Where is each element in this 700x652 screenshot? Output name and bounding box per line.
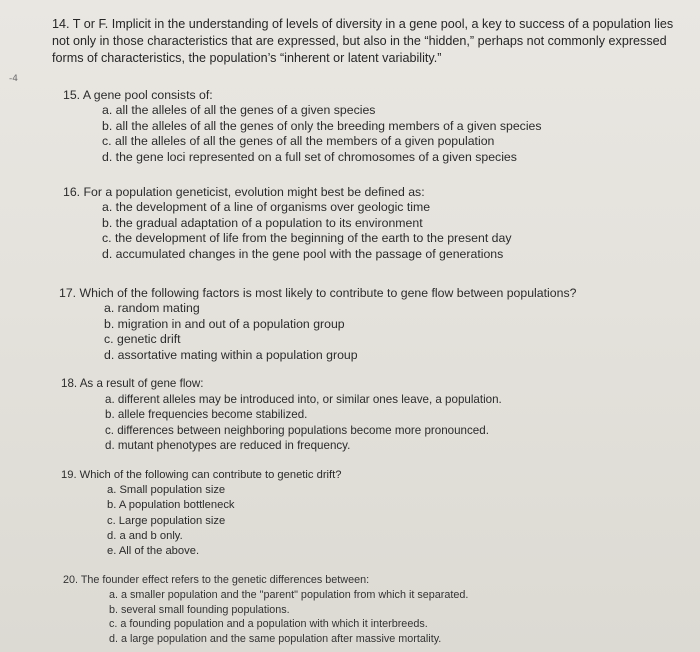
question-20 xyxy=(63,573,468,647)
question-19 xyxy=(61,468,341,559)
answer-option: a. different alleles may be introduced into, or similar ones leave, a population. xyxy=(105,392,502,406)
answer-option: c. all the alleles of all the genes of all the members of a given population xyxy=(102,134,495,149)
question-14: 14. T or F. Implicit in the understanding of levels of diversity in a gene pool, a key to success of a population lies not only in those characteristics that are expressed, but also in the “hidden,” perhaps not commonly expressed forms of characteristics, the population’s “inherent or latent variability.” xyxy=(52,17,674,65)
answer-option: a. all the alleles of all the genes of a given species xyxy=(102,103,376,118)
answer-option: a. random mating xyxy=(104,301,200,316)
answer-option: c. genetic drift xyxy=(104,332,181,347)
answer-option: d. the gene loci represented on a full set of chromosomes of a given species xyxy=(102,149,517,164)
answer-option: a. a smaller population and the "parent" population from which it separated. xyxy=(109,588,469,601)
question-18 xyxy=(61,376,502,454)
answer-option: c. the development of life from the beginning of the earth to the present day xyxy=(102,231,512,246)
answer-option: d. a large population and the same population after massive mortality. xyxy=(109,633,442,646)
answer-option: c. Large population size xyxy=(107,514,226,527)
answer-option: b. A population bottleneck xyxy=(107,499,235,512)
answer-option: d. accumulated changes in the gene pool with the passage of generations xyxy=(102,246,504,261)
answer-option: b. allele frequencies become stabilized. xyxy=(105,408,308,422)
answer-option: d. a and b only. xyxy=(107,529,183,542)
answer-option: d. mutant phenotypes are reduced in frequency. xyxy=(105,439,351,453)
answer-option: e. All of the above. xyxy=(107,545,200,558)
question-stem: 19. Which of the following can contribute to genetic drift? xyxy=(61,469,342,481)
question-stem: 16. For a population geneticist, evolution might best be defined as: xyxy=(63,185,425,199)
answer-option: a. Small population size xyxy=(107,484,226,497)
answer-option: a. the development of a line of organisms over geologic time xyxy=(102,200,431,215)
question-15 xyxy=(63,88,542,165)
stray-pen-mark: -4 xyxy=(9,74,18,84)
question-stem: 15. A gene pool consists of: xyxy=(63,88,213,102)
answer-option: b. several small founding populations. xyxy=(109,603,290,616)
answer-option: c. differences between neighboring populations become more pronounced. xyxy=(105,423,489,437)
answer-option: c. a founding population and a population with which it interbreeds. xyxy=(109,618,428,631)
question-16 xyxy=(63,185,511,262)
question-stem: 18. As a result of gene flow: xyxy=(61,377,204,390)
answer-option: b. migration in and out of a population group xyxy=(104,316,345,331)
question-stem: 17. Which of the following factors is most likely to contribute to gene flow between populations? xyxy=(59,286,577,300)
question-stem: 20. The founder effect refers to the genetic differences between: xyxy=(63,574,370,586)
question-17 xyxy=(59,286,576,363)
answer-option: b. all the alleles of all the genes of only the breeding members of a given species xyxy=(102,118,542,133)
answer-option: b. the gradual adaptation of a population to its environment xyxy=(102,215,423,230)
answer-option: d. assortative mating within a population group xyxy=(104,347,358,362)
